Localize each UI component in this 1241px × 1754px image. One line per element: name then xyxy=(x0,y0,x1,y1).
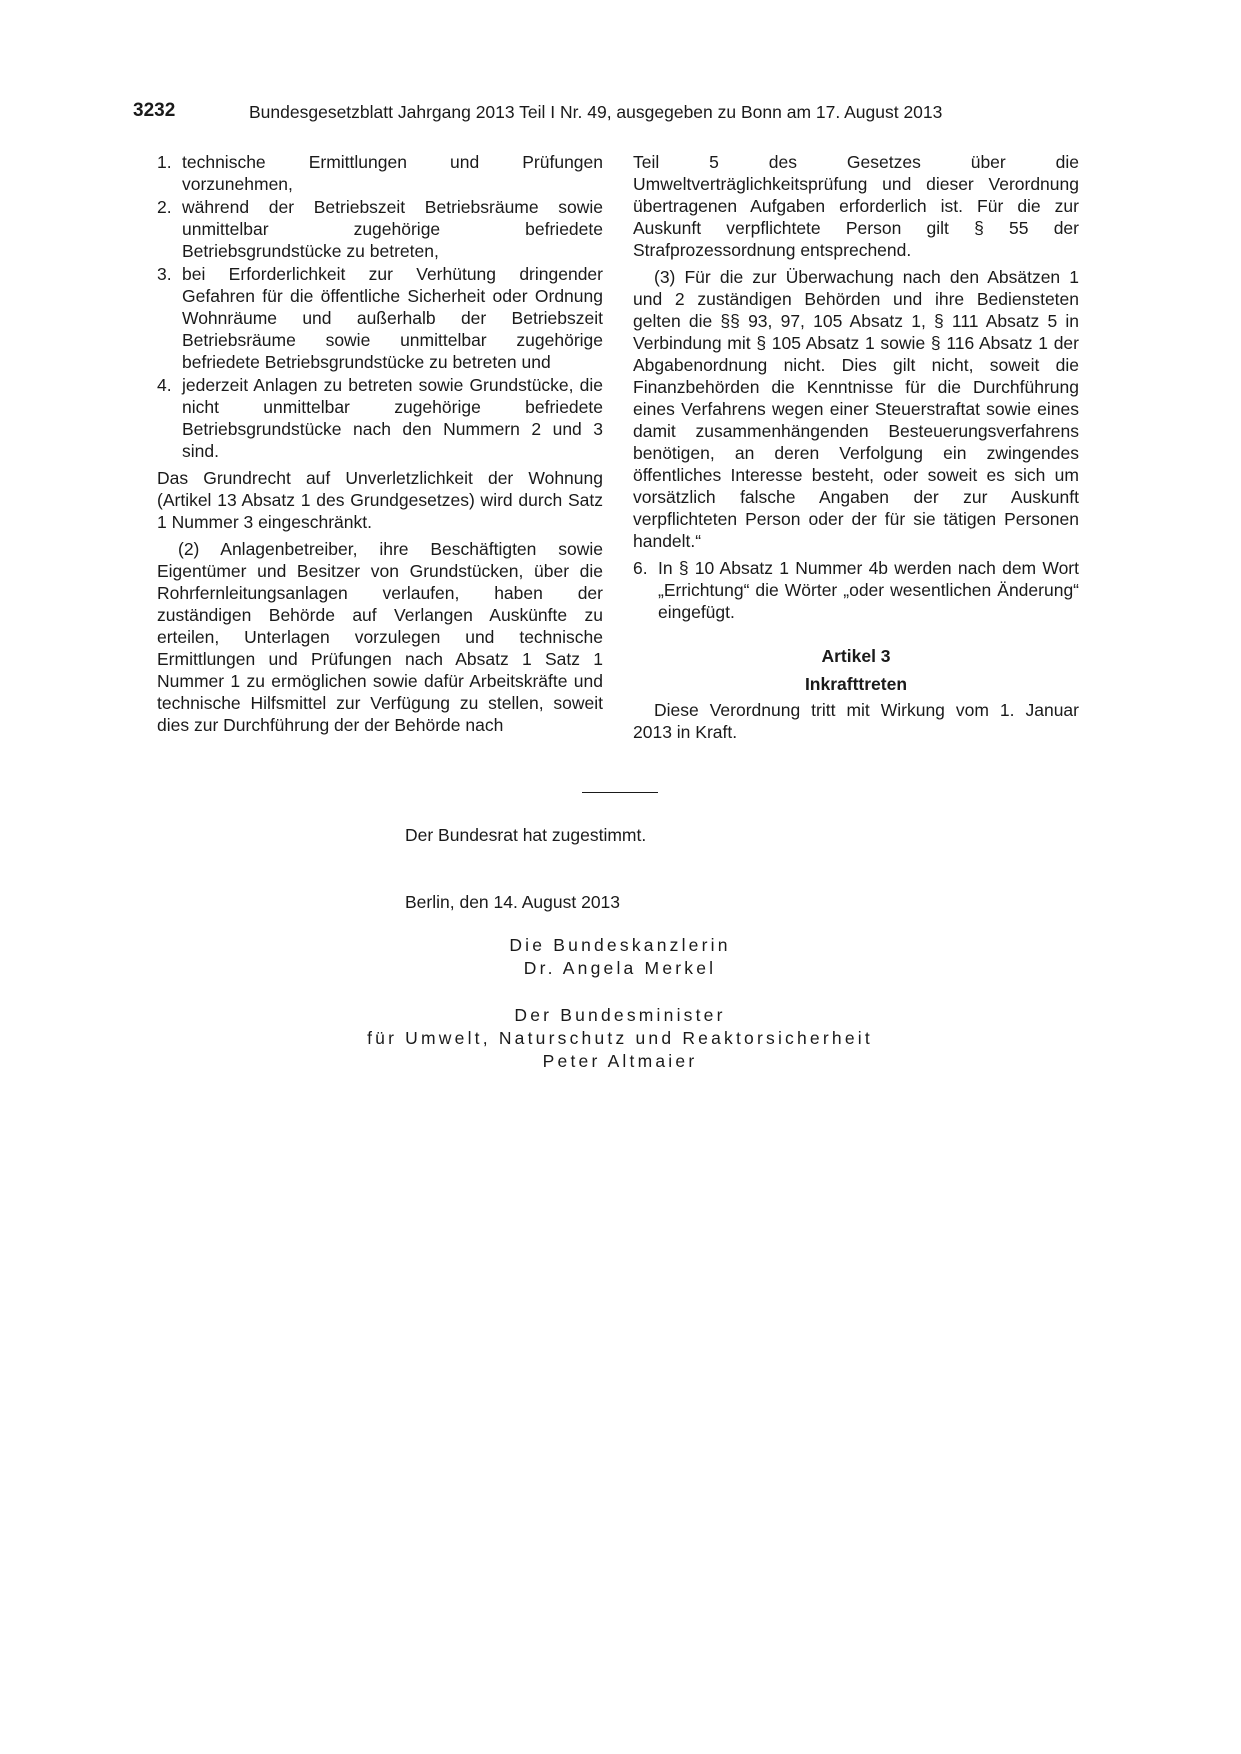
list-item-text: technische Ermittlungen und Prüfungen vorzunehmen, xyxy=(182,152,603,194)
article-text: Diese Verordnung tritt mit Wirkung vom 1. Januar 2013 in Kraft. xyxy=(633,700,1079,742)
list-item-number: 6. xyxy=(633,558,648,578)
place-date: Berlin, den 14. August 2013 xyxy=(405,892,621,912)
signatory-2-department: für Umwelt, Naturschutz und Reaktorsicherheit xyxy=(367,1028,873,1048)
paragraph-continuation: Teil 5 des Gesetzes über die Umweltverträglichkeitsprüfung und dieser Verordnung übertragenen Aufgaben erforderlich ist. Für die zur Auskunft verpflichtete Person gilt § 55 der Strafprozessordnung entsprechend. xyxy=(633,152,1079,260)
signatory-2-name: Peter Altmaier xyxy=(542,1051,698,1071)
list-item-number: 1. xyxy=(157,152,172,172)
list-item-2 xyxy=(157,196,603,262)
page-number: 3232 xyxy=(133,100,176,121)
article-title: Inkrafttreten xyxy=(804,674,908,694)
list-item-number: 2. xyxy=(157,197,172,217)
list-item-number: 3. xyxy=(157,264,172,284)
signatory-1-name: Dr. Angela Merkel xyxy=(523,958,717,978)
list-item-1 xyxy=(157,151,603,195)
signatory-1-title: Die Bundeskanzlerin xyxy=(509,935,731,955)
signatory-2-title: Der Bundesminister xyxy=(514,1005,726,1025)
list-item-text: In § 10 Absatz 1 Nummer 4b werden nach dem Wort „Errichtung“ die Wörter „oder wesentlichen Änderung“ eingefügt. xyxy=(658,558,1079,622)
consent-statement: Der Bundesrat hat zugestimmt. xyxy=(405,825,647,845)
list-item-text: jederzeit Anlagen zu betreten sowie Grundstücke, die nicht unmittelbar zugehörige befriedete Betriebsgrundstücke nach den Nummern 2 und 3 sind. xyxy=(182,375,603,461)
list-item-number: 4. xyxy=(157,375,172,395)
list-item-text: während der Betriebszeit Betriebsräume sowie unmittelbar zugehörige befriedete Betriebsgrundstücke zu betreten, xyxy=(182,197,603,261)
list-item-6 xyxy=(633,557,1079,623)
right-column xyxy=(633,151,1079,744)
article-heading: Artikel 3 xyxy=(821,646,891,666)
list-item-text: bei Erforderlichkeit zur Verhütung dringender Gefahren für die öffentliche Sicherheit oder Ordnung Wohnräume und außerhalb der Betriebszeit Betriebsräume sowie unmittelbar zugehörige befriedete Betriebsgrundstücke zu betreten und xyxy=(182,264,603,372)
left-column xyxy=(157,151,603,737)
paragraph-absatz-3: (3) Für die zur Überwachung nach den Absätzen 1 und 2 zuständigen Behörden und ihre Bediensteten gelten die §§ 93, 97, 105 Absatz 1, § 111 Absatz 5 in Verbindung mit § 105 Absatz 1 sowie § 116 Absatz 1 der Abgabenordnung nicht. Dies gilt nicht, soweit die Finanzbehörden die Kenntnisse für die Durchführung eines Verfahrens wegen einer Steuerstraftat sowie eines damit zusammenhängenden Besteuerungsverfahrens benötigen, an deren Verfolgung ein zwingendes öffentliches Interesse besteht, oder soweit es sich um vorsätzlich falsche Angaben der zur Auskunft verpflichteten Person oder der für sie tätigen Personen handelt.“ xyxy=(633,267,1079,551)
separator-rule xyxy=(582,792,658,793)
list-item-3 xyxy=(157,263,603,373)
paragraph-grundrecht: Das Grundrecht auf Unverletzlichkeit der Wohnung (Artikel 13 Absatz 1 des Grundgesetzes) wird durch Satz 1 Nummer 3 eingeschränkt. xyxy=(157,468,603,532)
running-head: Bundesgesetzblatt Jahrgang 2013 Teil I Nr. 49, ausgegeben zu Bonn am 17. August 2013 xyxy=(249,102,943,122)
paragraph-absatz-2: (2) Anlagenbetreiber, ihre Beschäftigten sowie Eigentümer und Besitzer von Grundstücken, über die Rohrfernleitungsanlagen verlaufen, haben der zuständigen Behörde auf Verlangen Auskünfte zu erteilen, Unterlagen vorzulegen und technische Ermittlungen und Prüfungen nach Absatz 1 Satz 1 Nummer 1 zu ermöglichen sowie dafür Arbeitskräfte und technische Hilfsmittel zur Verfügung zu stellen, soweit dies zur Durchführung der der Behörde nach xyxy=(157,539,603,735)
list-item-4 xyxy=(157,374,603,462)
page-header xyxy=(133,100,995,126)
